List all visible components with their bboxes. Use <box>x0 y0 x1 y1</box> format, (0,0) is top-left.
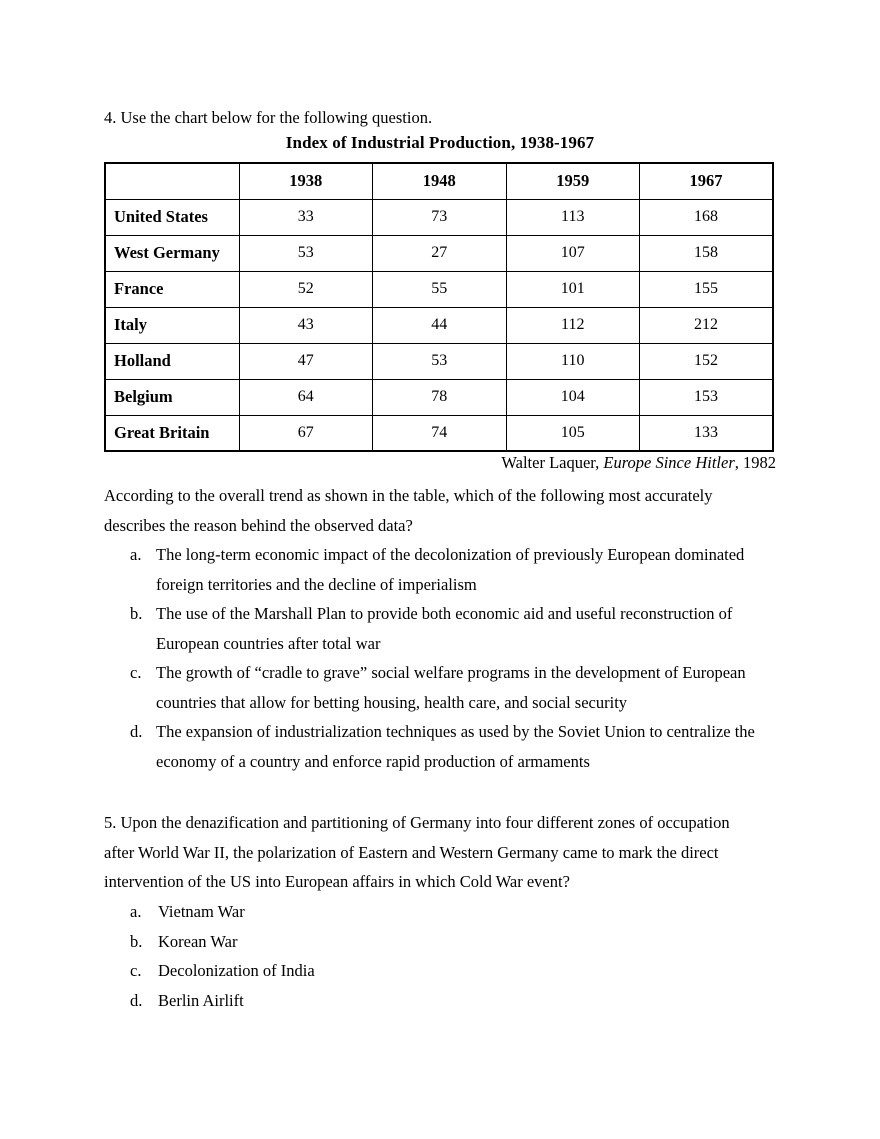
table-row <box>105 199 773 235</box>
citation-work-title: Europe Since Hitler <box>603 453 735 472</box>
cell-france-1959: 101 <box>506 271 640 307</box>
cell-italy-1959: 112 <box>506 307 640 343</box>
choice-text: Vietnam War <box>158 902 245 921</box>
cell-belgium-1948: 78 <box>373 379 507 415</box>
industrial-production-table <box>104 162 774 452</box>
cell-west-germany-1948: 27 <box>373 235 507 271</box>
choice-marker: c. <box>130 961 142 980</box>
column-header-1959: 1959 <box>506 163 640 199</box>
cell-france-1948: 55 <box>373 271 507 307</box>
column-header-1967: 1967 <box>640 163 774 199</box>
table-row <box>105 271 773 307</box>
table-row <box>105 415 773 451</box>
choice-text: The expansion of industrialization techniques as used by the Soviet Union to centralize the economy of a country and enforce rapid production of armaments <box>156 722 755 771</box>
industrial-production-table-wrapper <box>104 162 773 452</box>
cell-west-germany-1938: 53 <box>239 235 373 271</box>
choice-text: Berlin Airlift <box>158 990 244 1010</box>
cell-belgium-1967: 153 <box>640 379 774 415</box>
choice-q5-b[interactable] <box>104 927 788 957</box>
choice-q5-d[interactable] <box>104 986 788 1016</box>
question-5-stem: 5. Upon the denazification and partitioning of Germany into four different zones of occupation after World War II, the polarization of Eastern and Western Germany came to mark the direct intervention of the US into European affairs in which Cold War event? <box>104 813 730 891</box>
choice-marker: b. <box>130 931 143 951</box>
row-label-holland: Holland <box>105 343 239 379</box>
cell-great-britain-1948: 74 <box>373 415 507 451</box>
choice-marker: b. <box>130 604 143 623</box>
choice-q5-c[interactable] <box>104 956 788 986</box>
cell-holland-1967: 152 <box>640 343 774 379</box>
cell-united-states-1938: 33 <box>239 199 373 235</box>
question-4-stem: According to the overall trend as shown in the table, which of the following most accurately describes the reason behind the observed data? <box>104 486 713 535</box>
cell-great-britain-1967: 133 <box>640 415 774 451</box>
question-4-intro: 4. Use the chart below for the following question. <box>104 108 433 127</box>
question-4-choices <box>104 540 788 776</box>
cell-france-1938: 52 <box>239 271 373 307</box>
choice-q4-a[interactable] <box>104 540 788 599</box>
row-label-france: France <box>105 271 239 307</box>
choice-marker: c. <box>130 663 142 682</box>
citation-author: Walter Laquer, <box>501 453 600 472</box>
table-row <box>105 235 773 271</box>
cell-holland-1938: 47 <box>239 343 373 379</box>
choice-q4-d[interactable] <box>104 717 788 776</box>
cell-belgium-1938: 64 <box>239 379 373 415</box>
cell-great-britain-1938: 67 <box>239 415 373 451</box>
column-header-1948: 1948 <box>373 163 507 199</box>
row-label-west-germany: West Germany <box>105 235 239 271</box>
choice-q4-b[interactable] <box>104 599 788 658</box>
column-header-1938: 1938 <box>239 163 373 199</box>
row-label-belgium: Belgium <box>105 379 239 415</box>
row-label-italy: Italy <box>105 307 239 343</box>
table-row <box>105 307 773 343</box>
choice-marker: a. <box>130 902 142 921</box>
choice-marker: d. <box>130 722 143 741</box>
choice-text: The long-term economic impact of the decolonization of previously European dominated foreign territories and the decline of imperialism <box>156 545 745 594</box>
cell-united-states-1959: 113 <box>506 199 640 235</box>
table-row <box>105 343 773 379</box>
choice-q4-c[interactable] <box>104 658 788 717</box>
choice-marker: d. <box>130 990 143 1010</box>
cell-united-states-1967: 168 <box>640 199 774 235</box>
cell-west-germany-1959: 107 <box>506 235 640 271</box>
choice-marker: a. <box>130 545 142 564</box>
table-row <box>105 379 773 415</box>
cell-great-britain-1959: 105 <box>506 415 640 451</box>
table-corner-cell <box>105 163 239 199</box>
cell-italy-1938: 43 <box>239 307 373 343</box>
row-label-united-states: United States <box>105 199 239 235</box>
question-5-choices <box>104 897 788 1015</box>
cell-holland-1959: 110 <box>506 343 640 379</box>
cell-holland-1948: 53 <box>373 343 507 379</box>
cell-france-1967: 155 <box>640 271 774 307</box>
cell-italy-1948: 44 <box>373 307 507 343</box>
choice-text: The growth of “cradle to grave” social welfare programs in the development of European countries that allow for betting housing, health care, and social security <box>156 663 746 712</box>
citation-year: , 1982 <box>734 453 776 472</box>
row-label-great-britain: Great Britain <box>105 415 239 451</box>
cell-belgium-1959: 104 <box>506 379 640 415</box>
source-citation <box>104 452 776 474</box>
table-header-row <box>105 163 773 199</box>
cell-italy-1967: 212 <box>640 307 774 343</box>
cell-west-germany-1967: 158 <box>640 235 774 271</box>
choice-text: Korean War <box>158 931 238 951</box>
choice-text: The use of the Marshall Plan to provide both economic aid and useful reconstruction of European countries after total war <box>156 604 733 653</box>
cell-united-states-1948: 73 <box>373 199 507 235</box>
table-title: Index of Industrial Production, 1938-1967 <box>285 133 595 152</box>
choice-q5-a[interactable] <box>104 897 788 927</box>
choice-text: Decolonization of India <box>158 961 315 980</box>
